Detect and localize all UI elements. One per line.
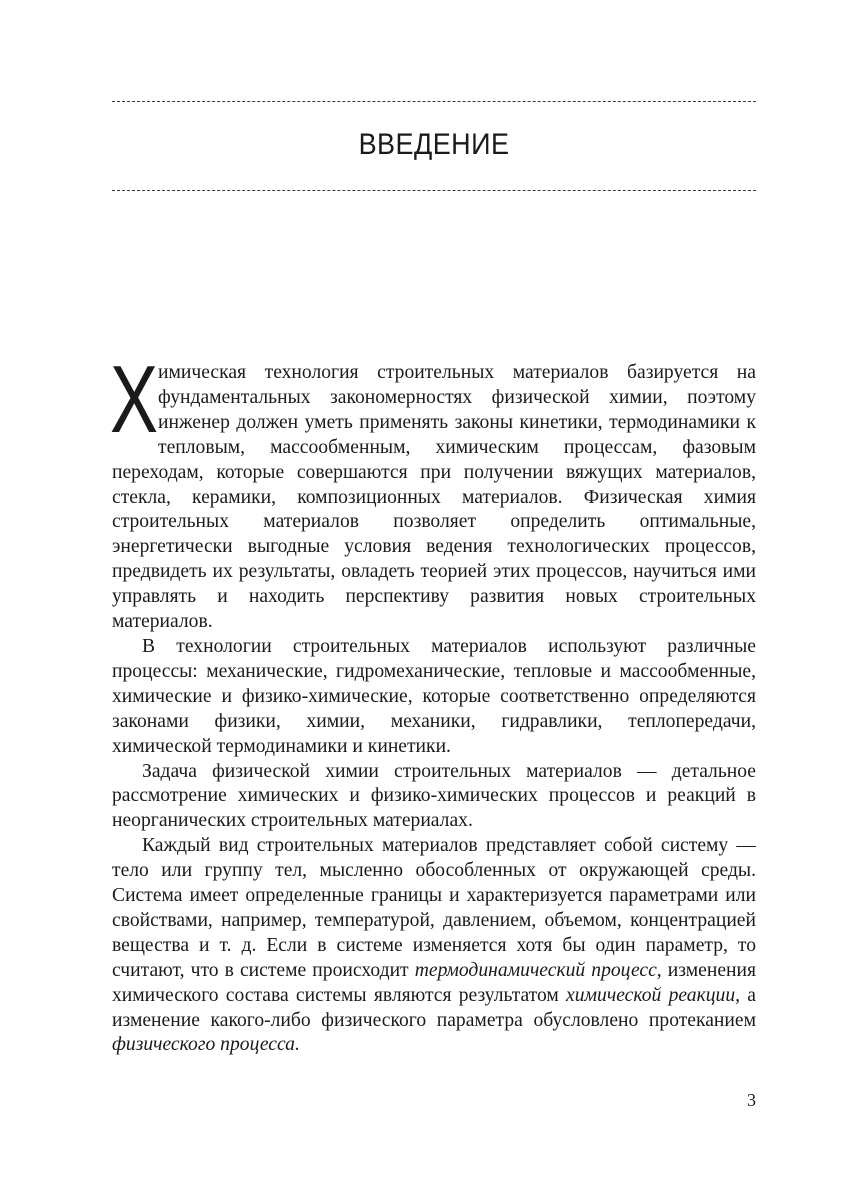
paragraph-1-text: имическая технология строительных материалов базируется на фундаментальных закономерностях физической химии, поэтому инженер должен уметь применять законы кинетики, термодинамики к тепловым, массообменным, химическим процессам, фазовым переходам, которые совершаются при получении вяжущих материалов, стекла, керамики, композиционных материалов. Физическая химия строительных материалов позволяет определить оптимальные, энергетически выгодные условия ведения технологических процессов, предвидеть их результаты, овладеть теорией этих процессов, научиться ими управлять и находить перспективу развития новых строительных материалов. [112, 362, 756, 633]
term-chemical-reaction: химической реакции, [566, 984, 741, 1006]
paragraph-4-part-a: Каждый вид строительных материалов представляет собой систему — тело или группу тел, мысленно обособленных от окружающей среды. Система имеет определенные границы и характеризуется параметрами или свойствами, например, температурой, давлением, объемом, концентрацией вещества и т. д. Если в системе изменяется хотя бы один параметр, то считают, что в системе происходит [112, 835, 756, 981]
paragraph-4 [112, 834, 756, 1058]
page-number: 3 [747, 1090, 756, 1110]
top-rule [112, 101, 756, 102]
drop-cap: Х [110, 346, 159, 453]
paragraph-4-part-c: а изменение какого-либо физического параметра обусловлено протеканием [112, 984, 756, 1031]
bottom-rule [112, 190, 756, 191]
term-physical-process: физического процесса. [112, 1034, 300, 1056]
paragraph-3: Задача физической химии строительных материалов — детальное рассмотрение химических и физико-химических процессов и реакций в неорганических строительных материалах. [112, 760, 756, 832]
paragraph-1 [110, 346, 756, 635]
body-text [110, 346, 757, 1058]
paragraph-4-part-b: изменения химического состава системы являются результатом [112, 959, 757, 1006]
chapter-title: ВВЕДЕНИЕ [358, 128, 510, 161]
term-thermodynamic-process: термодинамический процесс, [414, 959, 662, 981]
paragraph-2: В технологии строительных материалов используют различные процессы: механические, гидромеханические, тепловые и массообменные, химические и физико-химические, которые соответственно определяются законами физики, химии, механики, гидравлики, теплопередачи, химической термодинамики и кинетики. [112, 635, 756, 757]
